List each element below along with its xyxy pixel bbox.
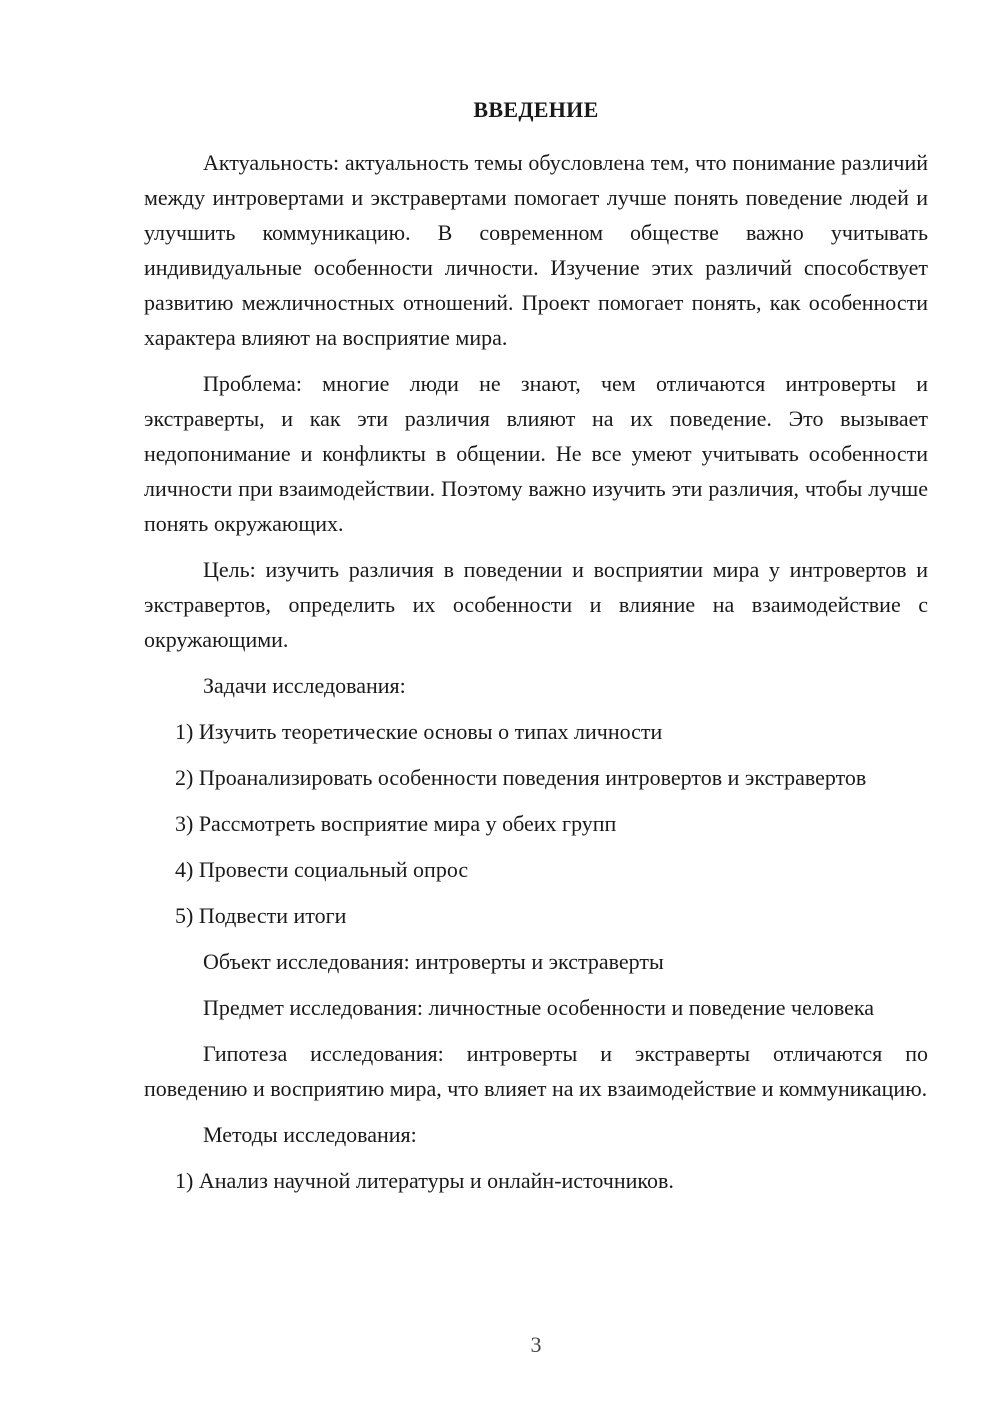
methods-heading: Методы исследования:	[203, 1122, 417, 1147]
problem-paragraph: Проблема: многие люди не знают, чем отличаются интроверты и экстраверты, и как эти различия влияют на их поведение. Это вызывает недопонимание и конфликты в общении. Не все умеют учитывать особенности личности при взаимодействии. Поэтому важно изучить эти различия, чтобы лучше понять окружающих.	[144, 371, 928, 536]
relevance-paragraph: Актуальность: актуальность темы обусловлена тем, что понимание различий между интровертами и экстравертами помогает лучше понять поведение людей и улучшить коммуникацию. В современном обществе важно учитывать индивидуальные особенности личности. Изучение этих различий способствует развитию межличностных отношений. Проект помогает понять, как особенности характера влияют на восприятие мира.	[144, 150, 928, 350]
page-title: ВВЕДЕНИЕ	[473, 97, 599, 122]
document-page	[144, 92, 928, 1209]
research-object: Объект исследования: интроверты и экстраверты	[203, 949, 664, 974]
goal-paragraph: Цель: изучить различия в поведении и восприятии мира у интровертов и экстравертов, определить их особенности и влияние на взаимодействие с окружающими.	[144, 557, 928, 652]
research-subject: Предмет исследования: личностные особенности и поведение человека	[203, 995, 875, 1020]
task-item-4: 4) Провести социальный опрос	[175, 857, 469, 882]
task-item-5: 5) Подвести итоги	[175, 903, 347, 928]
page-number: 3	[530, 1332, 542, 1357]
tasks-heading: Задачи исследования:	[203, 673, 406, 698]
task-item-2: 2) Проанализировать особенности поведения интровертов и экстравертов	[175, 765, 867, 790]
research-hypothesis: Гипотеза исследования: интроверты и экстраверты отличаются по поведению и восприятию мира, что влияет на их взаимодействие и коммуникацию.	[144, 1041, 928, 1101]
task-item-1: 1) Изучить теоретические основы о типах личности	[175, 719, 663, 744]
task-item-3: 3) Рассмотреть восприятие мира у обеих групп	[175, 811, 617, 836]
method-item-1: 1) Анализ научной литературы и онлайн-источников.	[175, 1168, 674, 1193]
